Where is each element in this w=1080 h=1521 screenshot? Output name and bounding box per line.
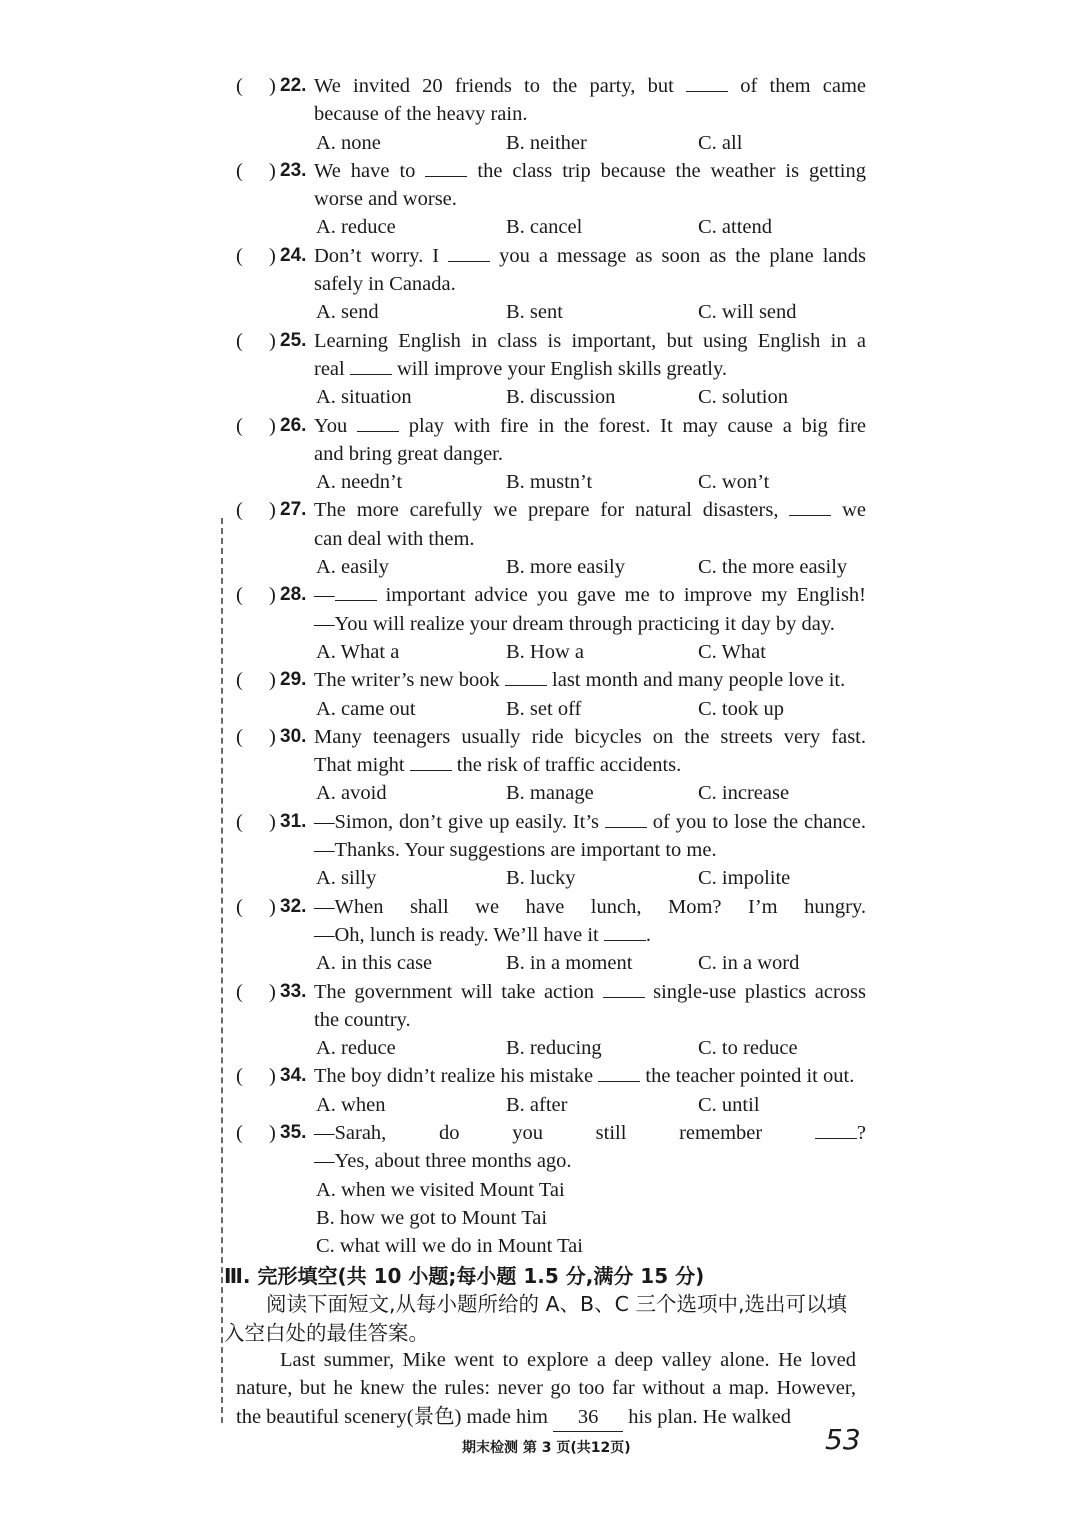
question-text: That might [314,754,410,777]
question-text: of them came [728,75,866,97]
question-number: 28. [280,584,307,606]
option-a: A. when [316,1093,386,1116]
answer-blank [789,497,831,516]
answer-bracket-right: ) [269,499,276,522]
question-text: —When shall we have lunch, Mom? I’m hungry. [314,895,866,918]
options-row [236,298,866,326]
answer-bracket-right: ) [269,329,276,352]
option-a: A. came out [316,697,416,720]
question-text: . [645,923,651,946]
question-text: Many teenagers usually ride bicycles on the streets very fast. [314,725,866,748]
question-text: you a message as soon as the plane lands [490,244,866,267]
question-text-line [236,1147,866,1175]
question-text: —You will realize your dream through practicing it day by day. [314,612,835,635]
question-item [236,412,866,497]
option-a: A. reduce [316,1037,396,1060]
answer-bracket-left: ( [236,329,243,352]
option-c: C. took up [698,697,784,720]
question-text: can deal with them. [314,527,475,550]
question-number: 32. [280,895,307,917]
passage-text-after: his plan. He walked [623,1405,792,1428]
cloze-passage [236,1346,856,1432]
question-item [236,581,866,666]
question-item [236,1119,866,1260]
options-row [236,383,866,411]
option-c: C. will send [698,301,797,324]
answer-blank [350,356,392,375]
question-text: — [314,584,335,607]
answer-bracket-right: ) [269,1121,276,1144]
answer-bracket-right: ) [269,584,276,607]
question-item [236,72,866,157]
options-row [236,638,866,666]
option-a: A. avoid [316,782,387,805]
option-b: B. lucky [506,867,576,890]
answer-bracket-left: ( [236,1121,243,1144]
option-a: A. when we visited Mount Tai [316,1178,565,1201]
question-item [236,893,866,978]
question-text: We invited 20 friends to the party, but [314,75,687,97]
answer-bracket-right: ) [269,895,276,918]
answer-blank [505,667,547,686]
answer-bracket-right: ) [269,1065,276,1088]
question-text: and bring great danger. [314,442,503,465]
answer-bracket-right: ) [269,669,276,692]
option-b: B. how we got to Mount Tai [316,1206,548,1229]
question-item [236,808,866,893]
answer-bracket-right: ) [269,159,276,182]
question-item [236,157,866,242]
question-text: —Yes, about three months ago. [314,1150,572,1173]
question-text-line [236,1119,866,1147]
answer-blank [335,582,377,601]
option-b: B. sent [506,301,563,324]
question-text: The government will take action [314,980,603,1003]
option-a: A. easily [316,556,389,579]
answer-bracket-right: ) [269,244,276,267]
question-text: real [314,357,350,380]
answer-bracket-left: ( [236,75,243,97]
option-c: C. impolite [698,867,791,890]
options-row [236,213,866,241]
question-number: 27. [280,499,307,521]
answer-bracket-left: ( [236,1065,243,1088]
options-row [236,1034,866,1062]
question-text: play with fire in the forest. It may cause a big fire [399,414,866,437]
answer-blank [598,1063,640,1082]
question-item [236,327,866,412]
options-row [236,695,866,723]
question-text-line [236,751,866,779]
section-instructions: 阅读下面短文,从每小题所给的 A、B、C 三个选项中,选出可以填入空白处的最佳答案。 [224,1292,847,1345]
option-a: A. send [316,301,379,324]
question-number: 23. [280,159,307,181]
question-text-line [236,525,866,553]
answer-blank [410,752,452,771]
options-row [236,1091,866,1119]
answer-blank [605,809,647,828]
section-heading: Ⅲ. 完形填空(共 10 小题;每小题 1.5 分,满分 15 分) [224,1264,705,1288]
page-footer: 期末检测 第 3 页(共12页) [462,1440,631,1456]
question-text-line [236,978,866,1006]
answer-blank [603,979,645,998]
answer-bracket-right: ) [269,75,276,97]
cloze-blank-36[interactable]: 36 [553,1403,623,1432]
question-number: 29. [280,669,307,691]
question-number: 35. [280,1121,307,1143]
options-row [236,864,866,892]
option-b: B. neither [506,131,587,154]
answer-blank [604,922,646,941]
question-text-line [236,610,866,638]
question-text-line [236,327,866,355]
question-text: the teacher pointed it out. [640,1065,855,1088]
answer-bracket-left: ( [236,895,243,918]
question-item [236,242,866,327]
option-b: B. after [506,1093,568,1116]
answer-bracket-right: ) [269,810,276,833]
answer-bracket-right: ) [269,980,276,1003]
question-number: 22. [280,75,307,96]
question-text: —Thanks. Your suggestions are important to me. [314,839,717,862]
question-text: ? [856,1121,866,1144]
question-text: Don’t worry. I [314,244,449,267]
question-number: 34. [280,1065,307,1087]
option-a: A. in this case [316,952,433,975]
option-b: B. more easily [506,556,625,579]
answer-bracket-right: ) [269,414,276,437]
question-text: Learning English in class is important, but using English in a [314,329,866,352]
answer-bracket-left: ( [236,159,243,182]
options-row [236,949,866,977]
cut-line [221,518,223,1423]
question-text-line [236,808,866,836]
question-text-line [236,836,866,864]
question-text: worse and worse. [314,188,457,211]
option-c: C. the more easily [698,556,848,579]
question-text-line [236,100,866,128]
question-text: we [831,499,867,522]
question-text: of you to lose the chance. [646,810,867,833]
option-b: B. manage [506,782,594,805]
answer-blank [686,73,728,92]
question-text: The writer’s new book [314,669,505,692]
option-a: A. reduce [316,216,396,239]
answer-blank [815,1120,857,1139]
question-item [236,978,866,1063]
question-text-line [236,412,866,440]
question-text-line [236,893,866,921]
option-c: C. to reduce [698,1037,798,1060]
question-text: the class trip because the weather is getting [467,159,866,182]
question-number: 30. [280,725,307,747]
answer-bracket-left: ( [236,725,243,748]
question-text: —Sarah, do you still remember [314,1121,815,1144]
options-row [236,779,866,807]
question-text-line [236,723,866,751]
option-a: A. situation [316,386,412,409]
question-text-line [236,581,866,609]
answer-bracket-right: ) [269,725,276,748]
question-text-line [236,157,866,185]
question-number: 33. [280,980,307,1002]
question-text-line [236,666,866,694]
question-number: 26. [280,414,307,436]
answer-bracket-left: ( [236,980,243,1003]
question-text: the risk of traffic accidents. [451,754,682,777]
question-text: —Oh, lunch is ready. We’ll have it [314,923,604,946]
option-c: C. increase [698,782,790,805]
page-number: 53 [825,1423,861,1456]
question-text-line [236,1006,866,1034]
option-c: C. in a word [698,952,800,975]
option-b: B. in a moment [506,952,633,975]
option-c: C. until [698,1093,760,1116]
question-item [236,496,866,581]
question-text: last month and many people love it. [546,669,846,692]
question-text: You [314,414,357,437]
answer-blank [425,158,467,177]
question-text: important advice you gave me to improve my English! [376,584,866,607]
question-text-line [236,440,866,468]
answer-bracket-left: ( [236,414,243,437]
question-number: 25. [280,329,307,351]
question-text-line [236,921,866,949]
answer-bracket-left: ( [236,810,243,833]
answer-blank [357,413,399,432]
option-a: A. none [316,131,381,154]
question-text-line [236,1062,866,1090]
option-c: C. won’t [698,471,770,494]
option-a: A. needn’t [316,471,403,494]
question-text-line [236,72,866,100]
option-c: C. What [698,640,766,663]
question-text: The boy didn’t realize his mistake [314,1065,599,1088]
option-b: B. discussion [506,386,616,409]
options-row [236,129,866,157]
question-item [236,723,866,808]
option-b: B. set off [506,697,582,720]
option-a: A. silly [316,867,377,890]
option-c: C. what will we do in Mount Tai [316,1235,583,1258]
question-text-line [236,355,866,383]
option-b: B. How a [506,640,585,663]
question-text-line [236,242,866,270]
answer-bracket-left: ( [236,584,243,607]
question-text-line [236,496,866,524]
option-c: C. all [698,131,743,154]
question-item [236,666,866,723]
question-item [236,1062,866,1119]
question-text: We have to [314,159,426,182]
question-text: will improve your English skills greatly. [391,357,728,380]
option-b: B. cancel [506,216,583,239]
option-a: A. What a [316,640,400,663]
question-text: because of the heavy rain. [314,103,528,126]
question-text-line [236,270,866,298]
question-number: 31. [280,810,307,832]
options-row [236,468,866,496]
question-text: The more carefully we prepare for natural disasters, [314,499,790,522]
option-b: B. mustn’t [506,471,593,494]
question-text-line [236,185,866,213]
question-text: the country. [314,1008,411,1031]
answer-blank [448,243,490,262]
answer-bracket-left: ( [236,244,243,267]
question-text: —Simon, don’t give up easily. It’s [314,810,605,833]
option-c: C. solution [698,386,788,409]
question-number: 24. [280,244,307,266]
answer-bracket-left: ( [236,499,243,522]
option-c: C. attend [698,216,773,239]
question-text: single-use plastics across [644,980,866,1003]
answer-bracket-left: ( [236,669,243,692]
question-text: safely in Canada. [314,273,456,296]
options-row [236,553,866,581]
option-b: B. reducing [506,1037,602,1060]
question-list [236,72,866,1260]
passage-text-before: Last summer, Mike went to explore a deep valley alone. He loved nature, but he knew the rules: never go too far without a map. However, the beautiful scenery(景色) made him [236,1349,856,1428]
